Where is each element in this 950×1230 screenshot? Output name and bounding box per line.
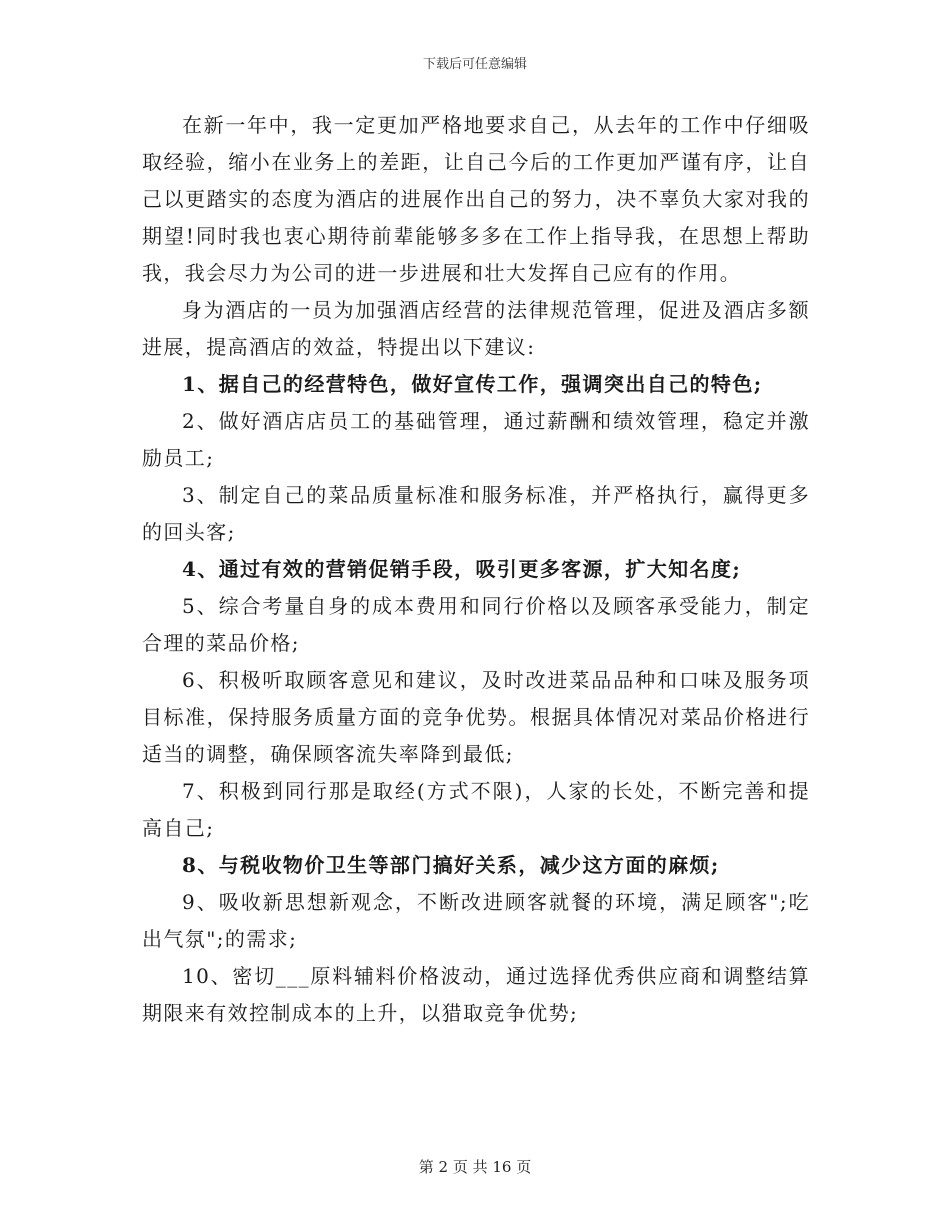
suggestion-item-8: 8、与税收物价卫生等部门搞好关系，减少这方面的麻烦; (182, 853, 720, 877)
page-header: 下载后可任意编辑 (422, 57, 527, 72)
suggestion-item-7: 7、积极到同行那是取经(方式不限)，人家的长处，不断完善和提高自己; (142, 779, 810, 840)
suggestion-item-6: 6、积极听取顾客意见和建议，及时改进菜品品种和口味及服务项目标准，保持服务质量方面的竞争优势。根据具体情况对菜品价格进行适当的调整，确保顾客流失率降到最低; (142, 668, 810, 766)
paragraph-intro: 在新一年中，我一定更加严格地要求自己，从去年的工作中仔细吸取经验，缩小在业务上的差距，让自己今后的工作更加严谨有序，让自己以更踏实的态度为酒店的进展作出自己的努力，决不辜负大家对我的期望!同时我也衷心期待前辈能够多多在工作上指导我，在思想上帮助我，我会尽力为公司的进一步进展和壮大发挥自己应有的作用。 (142, 113, 810, 285)
suggestion-item-1: 1、据自己的经营特色，做好宣传工作，强调突出自己的特色; (182, 372, 763, 396)
suggestion-item-4: 4、通过有效的营销促销手段，吸引更多客源，扩大知名度; (182, 557, 742, 581)
document-body (142, 107, 810, 1032)
suggestion-item-10: 10、密切___原料辅料价格波动，通过选择优秀供应商和调整结算期限来有效控制成本的上升，以猎取竞争优势; (142, 964, 810, 1025)
suggestion-item-9: 9、吸收新思想新观念，不断改进顾客就餐的环境，满足顾客";吃出气氛";的需求; (142, 890, 810, 951)
suggestion-item-5: 5、综合考量自身的成本费用和同行价格以及顾客承受能力，制定合理的菜品价格; (142, 594, 810, 655)
suggestion-item-3: 3、制定自己的菜品质量标准和服务标准，并严格执行，赢得更多的回头客; (142, 483, 810, 544)
suggestion-item-2: 2、做好酒店店员工的基础管理，通过薪酬和绩效管理，稳定并激励员工; (142, 409, 810, 470)
page-number-footer: 第 2 页 共 16 页 (418, 1158, 532, 1176)
paragraph-proposal-intro: 身为酒店的一员为加强酒店经营的法律规范管理，促进及酒店多额进展，提高酒店的效益，特提出以下建议: (142, 298, 810, 359)
